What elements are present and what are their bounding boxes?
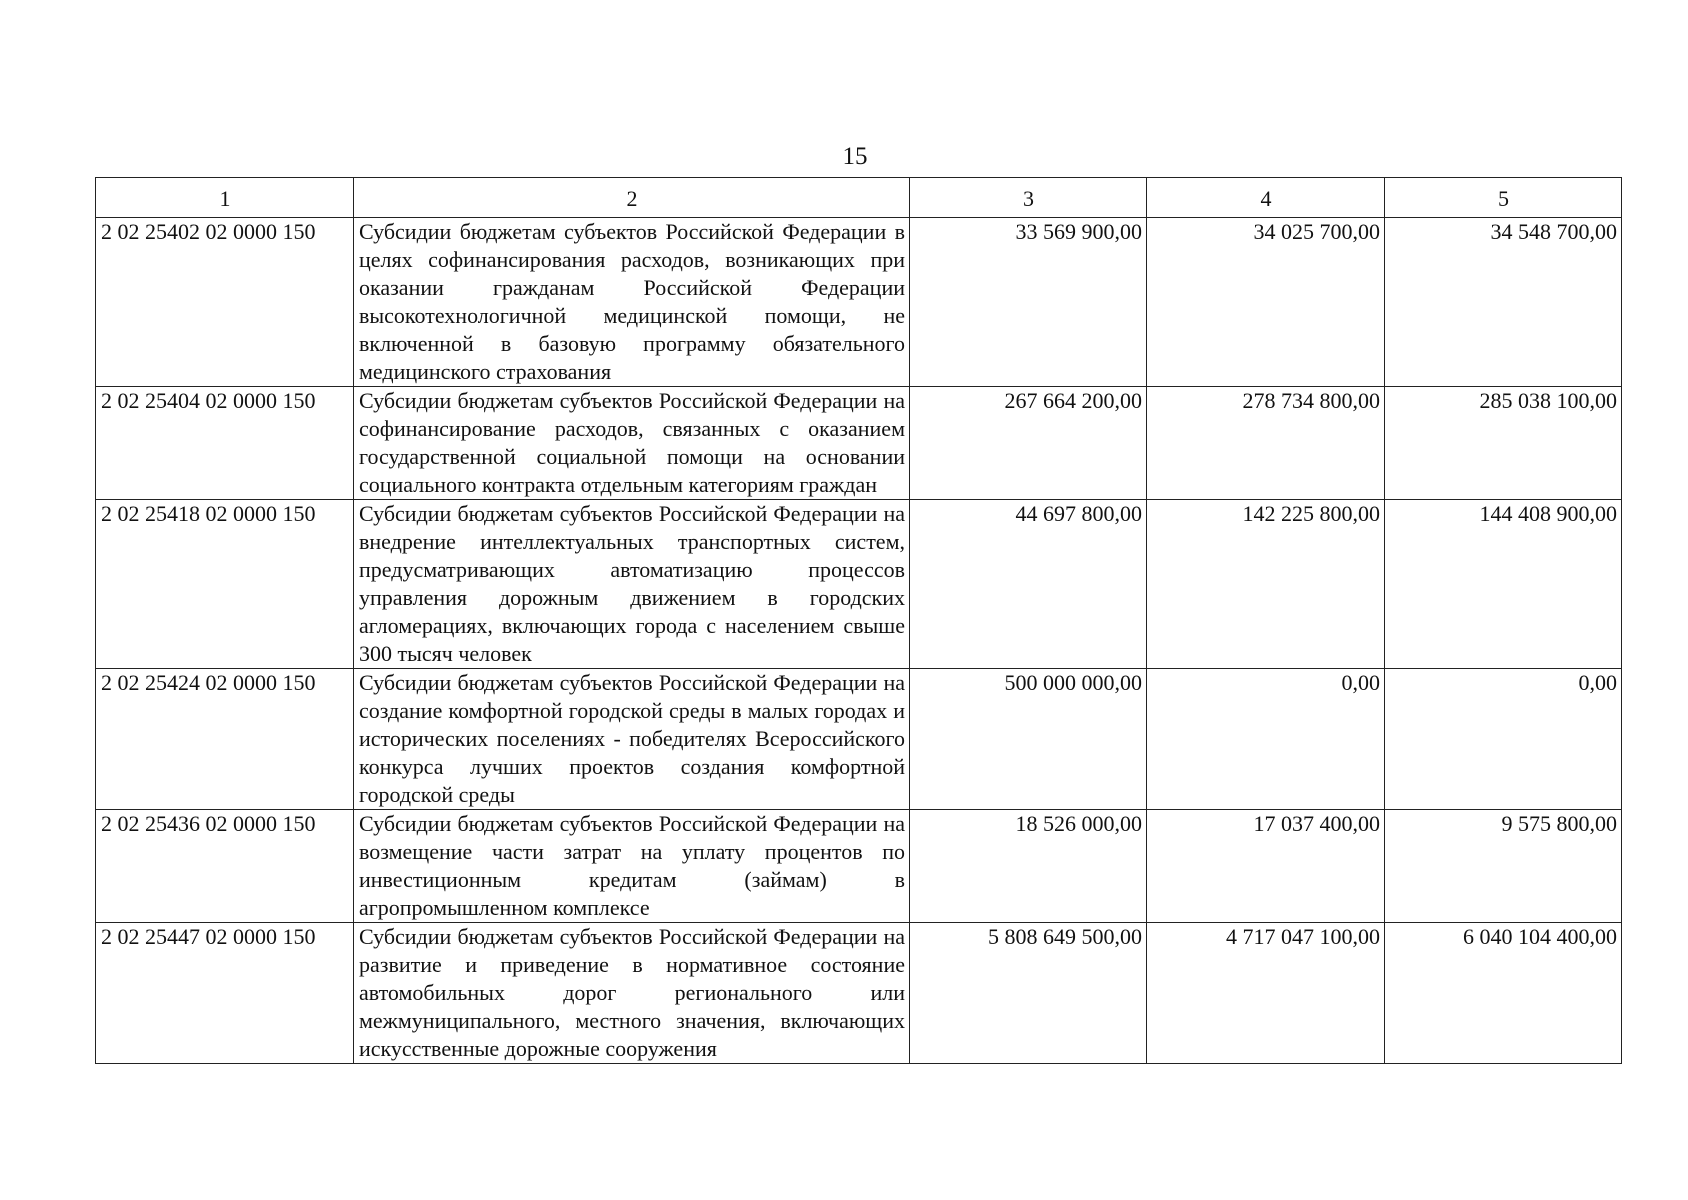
row-amount-col5: 285 038 100,00 xyxy=(1385,387,1622,500)
row-code: 2 02 25424 02 0000 150 xyxy=(96,669,354,810)
row-description: Субсидии бюджетам субъектов Российской Федерации на софинансирование расходов, связанных с оказанием государственной социальной помощи на основании социального контракта отдельным категориям граждан xyxy=(354,387,910,500)
table-row xyxy=(96,387,1622,500)
row-amount-col3: 18 526 000,00 xyxy=(910,810,1147,923)
row-amount-col3: 5 808 649 500,00 xyxy=(910,923,1147,1064)
row-amount-col3: 500 000 000,00 xyxy=(910,669,1147,810)
row-amount-col4: 278 734 800,00 xyxy=(1147,387,1385,500)
table-body xyxy=(96,218,1622,1064)
table-row xyxy=(96,810,1622,923)
row-code: 2 02 25418 02 0000 150 xyxy=(96,500,354,669)
table-row xyxy=(96,669,1622,810)
row-amount-col5: 144 408 900,00 xyxy=(1385,500,1622,669)
row-description: Субсидии бюджетам субъектов Российской Федерации на создание комфортной городской среды в малых городах и исторических поселениях - победителях Всероссийского конкурса лучших проектов создания комфортной городской среды xyxy=(354,669,910,810)
header-row xyxy=(96,178,1622,218)
row-code: 2 02 25402 02 0000 150 xyxy=(96,218,354,387)
table-row xyxy=(96,500,1622,669)
row-amount-col5: 6 040 104 400,00 xyxy=(1385,923,1622,1064)
row-amount-col5: 34 548 700,00 xyxy=(1385,218,1622,387)
row-code: 2 02 25447 02 0000 150 xyxy=(96,923,354,1064)
row-amount-col3: 44 697 800,00 xyxy=(910,500,1147,669)
row-amount-col4: 34 025 700,00 xyxy=(1147,218,1385,387)
row-amount-col4: 0,00 xyxy=(1147,669,1385,810)
column-header-5: 5 xyxy=(1385,178,1622,218)
row-amount-col4: 142 225 800,00 xyxy=(1147,500,1385,669)
row-amount-col3: 33 569 900,00 xyxy=(910,218,1147,387)
budget-table xyxy=(95,177,1622,1064)
row-description: Субсидии бюджетам субъектов Российской Федерации на развитие и приведение в нормативное состояние автомобильных дорог регионального или межмуниципального, местного значения, включающих искусственные дорожные сооружения xyxy=(354,923,910,1064)
table-header xyxy=(96,178,1622,218)
row-description: Субсидии бюджетам субъектов Российской Федерации в целях софинансирования расходов, возникающих при оказании гражданам Российской Федерации высокотехнологичной медицинской помощи, не включенной в базовую программу обязательного медицинского страхования xyxy=(354,218,910,387)
column-header-4: 4 xyxy=(1147,178,1385,218)
table-row xyxy=(96,923,1622,1064)
row-description: Субсидии бюджетам субъектов Российской Федерации на внедрение интеллектуальных транспортных систем, предусматривающих автоматизацию процессов управления дорожным движением в городских агломерациях, включающих города с населением свыше 300 тысяч человек xyxy=(354,500,910,669)
row-amount-col5: 9 575 800,00 xyxy=(1385,810,1622,923)
column-header-2: 2 xyxy=(354,178,910,218)
row-code: 2 02 25404 02 0000 150 xyxy=(96,387,354,500)
column-header-3: 3 xyxy=(910,178,1147,218)
row-description: Субсидии бюджетам субъектов Российской Федерации на возмещение части затрат на уплату процентов по инвестиционным кредитам (займам) в агропромышленном комплексе xyxy=(354,810,910,923)
column-header-1: 1 xyxy=(96,178,354,218)
row-amount-col4: 4 717 047 100,00 xyxy=(1147,923,1385,1064)
row-code: 2 02 25436 02 0000 150 xyxy=(96,810,354,923)
table-row xyxy=(96,218,1622,387)
row-amount-col4: 17 037 400,00 xyxy=(1147,810,1385,923)
row-amount-col3: 267 664 200,00 xyxy=(910,387,1147,500)
page-number: 15 xyxy=(842,143,868,170)
row-amount-col5: 0,00 xyxy=(1385,669,1622,810)
